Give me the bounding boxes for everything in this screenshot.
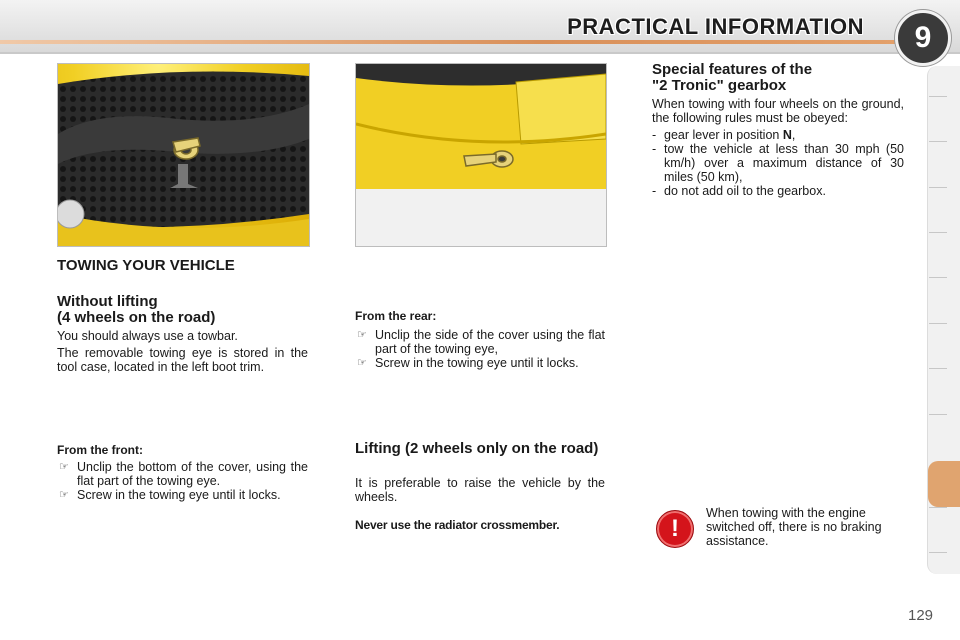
exclamation-warning-icon: ! (656, 510, 694, 548)
page-header (0, 0, 960, 54)
from-rear-step-2-text: Screw in the towing eye until it locks. (375, 356, 579, 370)
rear-towing-photo (355, 63, 607, 247)
towing-eye-storage-sentence: The removable towing eye is stored in the tool case, located in the left boot trim. (57, 346, 308, 374)
without-lifting-heading-line2: (4 wheels on the road) (57, 309, 216, 326)
radiator-warning-text: Never use the radiator crossmember. (355, 518, 560, 532)
dash-bullet: - (652, 142, 657, 156)
tab-divider (929, 141, 947, 142)
page-title: PRACTICAL INFORMATION (567, 14, 864, 39)
from-rear-step-1 (355, 328, 605, 356)
from-rear-step-1-text: Unclip the side of the cover using the flat part of the towing eye, (375, 328, 605, 356)
tronic-intro: When towing with four wheels on the ground, the following rules must be obeyed: (652, 97, 904, 125)
tronic-rule-1 (652, 128, 904, 142)
tronic-heading (652, 62, 904, 94)
tronic-rule-2 (652, 142, 904, 184)
tronic-heading-line2: "2 Tronic" gearbox (652, 77, 787, 94)
tronic-rule-1-suffix: , (791, 128, 796, 142)
tronic-heading-line1: Special features of the (652, 61, 813, 78)
hand-pointer-icon: ☞ (357, 329, 367, 341)
lifting-body: It is preferable to raise the vehicle by the wheels. (355, 476, 605, 504)
tab-divider (929, 507, 947, 508)
from-rear-heading: From the rear: (355, 309, 437, 323)
page-number: 129 (908, 607, 934, 624)
tronic-rule-2-text: tow the vehicle at less than 30 mph (50 km/h) over a maximum distance of 30 miles (50 km), (664, 142, 904, 184)
tab-divider (929, 232, 947, 233)
tronic-rule-1-prefix: gear lever in position (664, 128, 783, 142)
without-lifting-heading (57, 294, 215, 326)
without-lifting-heading-line1: Without lifting (57, 293, 158, 310)
from-rear-step-2 (355, 356, 605, 370)
tab-divider (929, 96, 947, 97)
hand-pointer-icon: ☞ (59, 489, 69, 501)
without-lifting-body (57, 329, 308, 374)
from-front-steps (57, 460, 308, 502)
towing-main-heading: TOWING YOUR VEHICLE (57, 257, 235, 274)
from-front-step-2 (57, 488, 308, 502)
front-bumper-illustration (58, 64, 309, 246)
tronic-body (652, 97, 904, 198)
from-rear-steps (355, 328, 605, 370)
hand-pointer-icon: ☞ (59, 461, 69, 473)
tab-divider (929, 187, 947, 188)
tab-divider (929, 277, 947, 278)
towbar-sentence: You should always use a towbar. (57, 329, 238, 343)
from-front-step-1-text: Unclip the bottom of the cover, using the flat part of the towing eye. (77, 460, 308, 488)
tronic-rule-3-text: do not add oil to the gearbox. (664, 184, 826, 198)
chapter-tab-active[interactable] (928, 461, 960, 507)
tronic-rule-3 (652, 184, 904, 198)
header-stripe (0, 40, 900, 44)
tab-divider (929, 368, 947, 369)
tab-divider (929, 552, 947, 553)
dash-bullet: - (652, 128, 657, 142)
hand-pointer-icon: ☞ (357, 357, 367, 369)
tab-divider (929, 414, 947, 415)
lifting-heading: Lifting (2 wheels only on the road) (355, 440, 599, 457)
braking-assistance-notice: When towing with the engine switched off, there is no braking assistance. (706, 506, 882, 548)
dash-bullet: - (652, 184, 657, 198)
from-front-step-2-text: Screw in the towing eye until it locks. (77, 488, 281, 502)
from-front-heading: From the front: (57, 443, 143, 457)
front-towing-photo (57, 63, 310, 247)
chapter-badge: 9 (895, 10, 951, 66)
from-front-step-1 (57, 460, 308, 488)
rear-bumper-illustration (356, 64, 606, 246)
tab-divider (929, 323, 947, 324)
gear-position-n: N (782, 128, 792, 142)
